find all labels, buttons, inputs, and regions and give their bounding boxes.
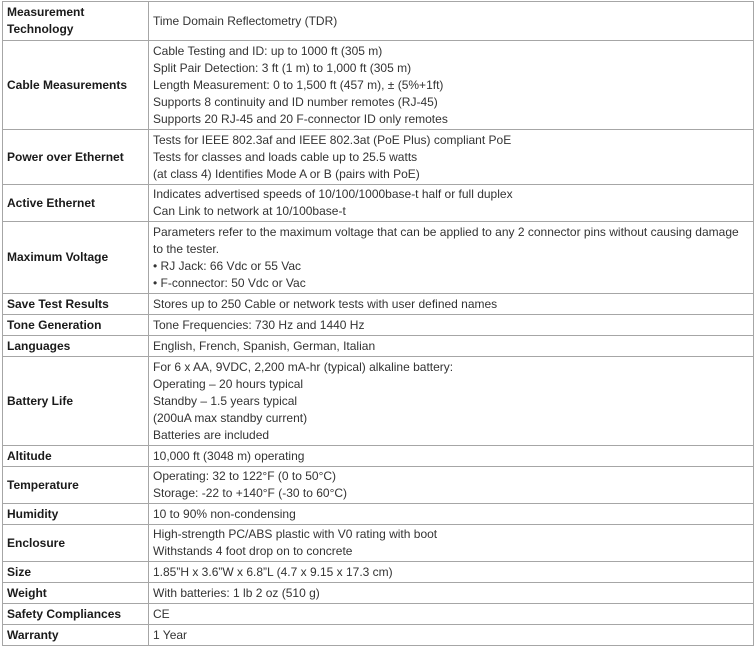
- row-label: Enclosure: [3, 525, 149, 562]
- row-label: Temperature: [3, 467, 149, 504]
- value-line: Tests for classes and loads cable up to 25.5 watts: [153, 149, 418, 164]
- table-row: [3, 130, 754, 185]
- row-label: Humidity: [3, 504, 149, 525]
- value-line: Indicates advertised speeds of 10/100/1000base-t half or full duplex: [153, 187, 513, 201]
- row-label: Warranty: [3, 625, 149, 646]
- value-line: Length Measurement: 0 to 1,500 ft (457 m), ± (5%+1ft): [153, 77, 444, 92]
- row-value: [149, 604, 754, 625]
- table-row: [3, 357, 754, 446]
- table-row: [3, 525, 754, 562]
- row-label: Power over Ethernet: [3, 130, 149, 185]
- table-row: [3, 562, 754, 583]
- table-row: [3, 604, 754, 625]
- row-label: Battery Life: [3, 357, 149, 446]
- row-value: [149, 504, 754, 525]
- row-value: [149, 562, 754, 583]
- row-label: Safety Compliances: [3, 604, 149, 625]
- table-row: [3, 41, 754, 130]
- row-value: [149, 357, 754, 446]
- row-value: [149, 2, 754, 41]
- value-line: Operating: 32 to 122°F (0 to 50°C): [153, 469, 337, 483]
- row-label: Cable Measurements: [3, 41, 149, 130]
- row-label: Altitude: [3, 446, 149, 467]
- value-line: Parameters refer to the maximum voltage that can be applied to any 2 connector pins without causing damage to the tester.: [153, 224, 739, 256]
- spec-table: [2, 1, 754, 646]
- row-value: [149, 625, 754, 646]
- table-row: [3, 467, 754, 504]
- row-value: [149, 294, 754, 315]
- row-value: [149, 41, 754, 130]
- value-line: 10,000 ft (3048 m) operating: [153, 448, 305, 463]
- table-row: [3, 294, 754, 315]
- value-line: (200uA max standby current): [153, 410, 308, 425]
- row-label: Weight: [3, 583, 149, 604]
- value-line: Supports 20 RJ-45 and 20 F-connector ID only remotes: [153, 111, 448, 126]
- row-label: Measurement Technology: [3, 2, 149, 41]
- value-line: (at class 4) Identifies Mode A or B (pairs with PoE): [153, 166, 420, 181]
- row-value: [149, 130, 754, 185]
- value-line: Standby – 1.5 years typical: [153, 393, 298, 408]
- value-line: Withstands 4 foot drop on to concrete: [153, 544, 353, 558]
- value-line: Batteries are included: [153, 427, 270, 442]
- row-value: [149, 446, 754, 467]
- row-label: Save Test Results: [3, 294, 149, 315]
- value-line: With batteries: 1 lb 2 oz (510 g): [153, 585, 320, 600]
- row-label: Tone Generation: [3, 315, 149, 336]
- value-line: Tone Frequencies: 730 Hz and 1440 Hz: [153, 317, 365, 332]
- table-row: [3, 222, 754, 294]
- row-label: Size: [3, 562, 149, 583]
- value-line: Time Domain Reflectometry (TDR): [153, 13, 338, 28]
- row-label: Languages: [3, 336, 149, 357]
- table-row: [3, 2, 754, 41]
- table-row: [3, 336, 754, 357]
- value-line: • F-connector: 50 Vdc or Vac: [153, 275, 306, 290]
- table-row: [3, 185, 754, 222]
- value-line: For 6 x AA, 9VDC, 2,200 mA-hr (typical) alkaline battery:: [153, 359, 454, 374]
- row-value: [149, 336, 754, 357]
- table-row: [3, 583, 754, 604]
- row-value: [149, 467, 754, 504]
- table-row: [3, 315, 754, 336]
- value-line: CE: [153, 606, 170, 621]
- value-line: Supports 8 continuity and ID number remotes (RJ-45): [153, 94, 438, 109]
- row-value: [149, 525, 754, 562]
- table-row: [3, 625, 754, 646]
- row-label: Maximum Voltage: [3, 222, 149, 294]
- table-row: [3, 446, 754, 467]
- value-line: Operating – 20 hours typical: [153, 376, 304, 391]
- value-line: 1 Year: [153, 627, 188, 642]
- row-label: Active Ethernet: [3, 185, 149, 222]
- value-line: Split Pair Detection: 3 ft (1 m) to 1,000 ft (305 m): [153, 60, 412, 75]
- value-line: English, French, Spanish, German, Italian: [153, 338, 376, 353]
- spec-table-body: [3, 2, 754, 646]
- value-line: Storage: -22 to +140°F (-30 to 60°C): [153, 486, 348, 500]
- value-line: Cable Testing and ID: up to 1000 ft (305 m): [153, 43, 383, 58]
- value-line: High-strength PC/ABS plastic with V0 rating with boot: [153, 527, 438, 541]
- value-line: • RJ Jack: 66 Vdc or 55 Vac: [153, 258, 302, 273]
- value-line: Stores up to 250 Cable or network tests with user defined names: [153, 296, 498, 311]
- value-line: Can Link to network at 10/100base-t: [153, 204, 346, 218]
- row-value: [149, 315, 754, 336]
- value-line: 1.85”H x 3.6”W x 6.8”L (4.7 x 9.15 x 17.3 cm): [153, 564, 393, 579]
- row-value: [149, 185, 754, 222]
- row-value: [149, 583, 754, 604]
- value-line: Tests for IEEE 802.3af and IEEE 802.3at (PoE Plus) compliant PoE: [153, 132, 512, 147]
- value-line: 10 to 90% non-condensing: [153, 506, 296, 521]
- table-row: [3, 504, 754, 525]
- row-value: [149, 222, 754, 294]
